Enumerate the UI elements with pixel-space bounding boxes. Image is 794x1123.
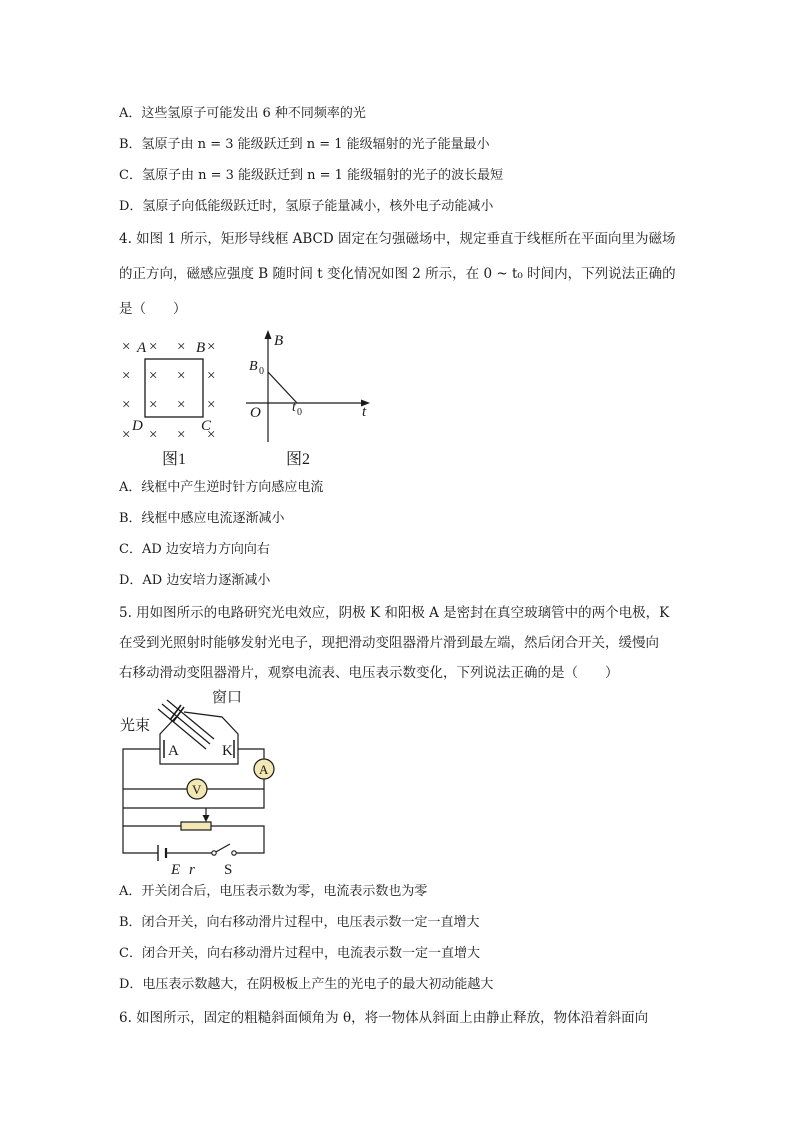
left-wire (123, 749, 160, 853)
field-cross: × (207, 368, 216, 384)
q5-stem-line-3: 右移动滑动变阻器滑片，观察电流表、电压表示数变化，下列说法正确的是（ ） (119, 665, 619, 681)
field-cross: × (122, 397, 131, 413)
figure-1-caption: 图1 (162, 451, 187, 468)
internal-resistance-label: r (189, 862, 195, 878)
cathode-wire (238, 749, 264, 759)
anode-label: A (168, 743, 179, 759)
field-cross: × (149, 339, 158, 355)
q5-option-b: B．闭合开关，向右移动滑片过程中，电压表示数一定一直增大 (119, 915, 480, 930)
q4-stem-line-2: 的正方向，磁感应强度 B 随时间 t 变化情况如图 2 所示，在 0 ~ t₀ 时间内，下列说法正确的 (119, 266, 676, 282)
switch-label: S (224, 862, 233, 878)
field-cross: × (122, 339, 131, 355)
t0-subscript: 0 (297, 407, 302, 418)
q5-option-d: D．电压表示数越大，在阴极板上产生的光电子的最大初动能越大 (119, 977, 494, 992)
q4-stem-line-1: 4. 如图 1 所示，矩形导线框 ABCD 固定在匀强磁场中，规定垂直于线框所在平面向里为磁场 (119, 231, 676, 247)
q4-option-b: B．线框中感应电流逐渐减小 (119, 511, 285, 526)
q4-option-c: C．AD 边安培力方向向右 (119, 542, 270, 557)
field-cross: × (149, 427, 158, 443)
vertex-d-label: D (132, 418, 143, 434)
q5-option-c: C．闭合开关，向右移动滑片过程中，电流表示数一定一直增大 (119, 946, 480, 961)
field-cross: × (177, 368, 186, 384)
q4-option-a: A．线框中产生逆时针方向感应电流 (119, 480, 324, 495)
q3-option-a: A．这些氢原子可能发出 6 种不同频率的光 (119, 106, 366, 121)
b-t-line (268, 372, 297, 403)
q4-stem-line-3: 是（ ） (119, 301, 187, 317)
emf-label: E (171, 862, 181, 878)
field-cross: × (177, 427, 186, 443)
q5-circuit-figure (118, 688, 278, 878)
field-cross: × (207, 397, 216, 413)
field-cross: × (207, 339, 216, 355)
field-cross: × (149, 368, 158, 384)
field-cross: × (177, 397, 186, 413)
switch-pivot (212, 851, 216, 855)
vertex-b-label: B (196, 340, 206, 356)
ammeter-wire (207, 779, 264, 789)
slider-arrow (203, 815, 210, 822)
ammeter-label: A (259, 762, 269, 777)
q3-option-d: D．氢原子向低能级跃迁时，氢原子能量减小，核外电子动能减小 (119, 199, 494, 214)
field-cross: × (122, 368, 131, 384)
switch-contact (232, 851, 236, 855)
q3-option-c: C．氢原子由 n = 3 能级跃迁到 n = 1 能级辐射的光子的波长最短 (119, 168, 504, 183)
field-cross: × (177, 339, 186, 355)
q5-stem-line-1: 5. 用如图所示的电路研究光电效应，阴极 K 和阳极 A 是密封在真空玻璃管中的两个电极，K (119, 605, 670, 621)
voltmeter-label: V (192, 782, 202, 797)
b0-label: B (249, 359, 258, 374)
beam-label: 光束 (120, 718, 151, 734)
field-cross: × (149, 397, 158, 413)
field-cross: × (122, 427, 131, 443)
q5-stem-line-2: 在受到光照射时能够发射光电子，现把滑动变阻器滑片滑到最左端，然后闭合开关，缓慢向 (119, 635, 659, 651)
q6-stem-line-1: 6. 如图所示，固定的粗糙斜面倾角为 θ，将一物体从斜面上由静止释放，物体沿着斜面向 (119, 1010, 649, 1026)
rheostat-right-wire (211, 826, 264, 853)
b0-subscript: 0 (259, 366, 264, 377)
t-axis-label: t (362, 404, 367, 420)
q4-figure-2 (240, 330, 380, 470)
vertex-a-label: A (137, 340, 147, 356)
switch-blade (214, 844, 230, 853)
window-label: 窗口 (212, 690, 243, 706)
b-axis-arrow (265, 330, 272, 339)
q5-option-a: A．开关闭合后，电压表示数为零，电流表示数也为零 (119, 884, 428, 899)
q4-option-d: D．AD 边安培力逐渐减小 (119, 573, 271, 588)
t0-label: t (292, 400, 296, 415)
vertex-c-label: C (201, 418, 212, 434)
figure-2-caption: 图2 (286, 451, 311, 468)
field-cross: × (207, 427, 216, 443)
cathode-label: K (222, 743, 233, 759)
q4-figure-1 (115, 333, 230, 468)
origin-label: O (250, 405, 261, 421)
q3-option-b: B．氢原子由 n = 3 能级跃迁到 n = 1 能级辐射的光子能量最小 (119, 137, 490, 152)
rheostat (181, 822, 211, 830)
b-axis-label: B (274, 333, 284, 349)
